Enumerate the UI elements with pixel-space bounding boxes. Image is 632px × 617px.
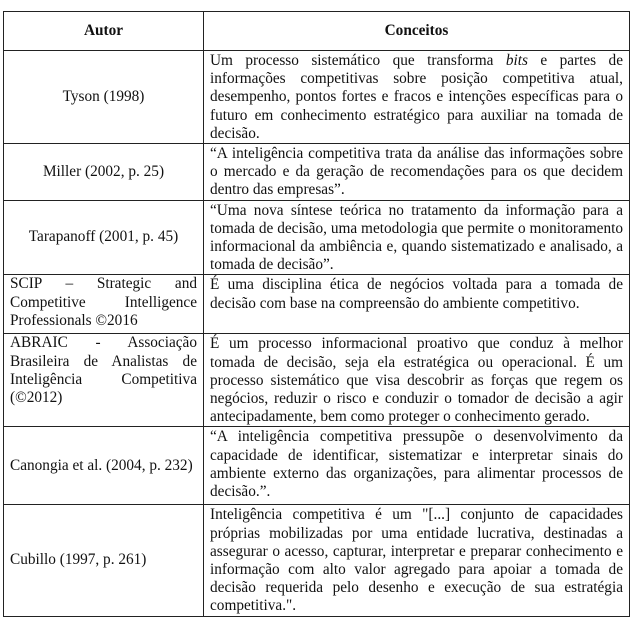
concept-cell: É um processo informacional proativo que conduz à melhor tomada de decisão, seja ela estratégica ou operacional. É um processo sistemático que visa descobrir as forças que regem os negócios, reduzir o risco e conduzir o tomador de decisão a agir antecipadamente, bem como proteger o conhecimento gerado. xyxy=(204,334,630,427)
concept-cell: É uma disciplina ética de negócios voltada para a tomada de decisão com base na compreensão do ambiente competitivo. xyxy=(204,275,630,334)
author-cell: Tarapanoff (2001, p. 45) xyxy=(4,200,204,275)
author-cell: Tyson (1998) xyxy=(4,51,204,144)
table-row xyxy=(4,505,630,616)
author-cell: ABRAIC - Associação Brasileira de Analistas de Inteligência Competitiva (©2012) xyxy=(4,334,204,427)
concept-italic-text: bits xyxy=(505,52,528,69)
author-cell: SCIP – Strategic and Competitive Intelligence Professionals ©2016 xyxy=(4,275,204,334)
table-header-row xyxy=(4,12,630,51)
concept-cell: Inteligência competitiva é um "[...] conjunto de capacidades próprias mobilizadas por uma entidade lucrativa, destinadas a assegurar o acesso, capturar, interpretar e preparar conhecimento e informação com alto valor agregado para apoiar a tomada de decisão requerida pelo desenho e execução de sua estratégia competitiva.". xyxy=(204,505,630,616)
header-concept: Conceitos xyxy=(204,12,630,51)
table-row xyxy=(4,427,630,505)
header-author: Autor xyxy=(4,12,204,51)
author-cell: Cubillo (1997, p. 261) xyxy=(4,505,204,616)
table-row xyxy=(4,51,630,144)
author-cell: Canongia et al. (2004, p. 232) xyxy=(4,427,204,505)
table-row xyxy=(4,144,630,201)
table-row xyxy=(4,200,630,275)
table-row xyxy=(4,334,630,427)
concepts-table xyxy=(3,11,630,617)
author-cell: Miller (2002, p. 25) xyxy=(4,144,204,201)
concept-cell: “A inteligência competitiva pressupõe o desenvolvimento da capacidade de identificar, sistematizar e interpretar sinais do ambiente externo das organizações, para alimentar processos de decisão.”. xyxy=(204,427,630,505)
concept-cell xyxy=(204,51,630,144)
table-row xyxy=(4,275,630,334)
concept-cell: “A inteligência competitiva trata da análise das informações sobre o mercado e da geração de recomendações para os que decidem dentro das empresas”. xyxy=(204,144,630,201)
concept-text: e partes de informações competitivas sobre posição competitiva atual, desempenho, pontos fortes e fracos e intenções específicas para o futuro em conhecimento estratégico para auxiliar na tomada de decisão. xyxy=(210,52,623,142)
concept-text: Um processo sistemático que transforma xyxy=(210,52,506,69)
concept-cell: “Uma nova síntese teórica no tratamento da informação para a tomada de decisão, uma metodologia que permite o monitoramento informacional da ambiência e, quando sistematizado e analisado, a tomada de decisão”. xyxy=(204,200,630,275)
